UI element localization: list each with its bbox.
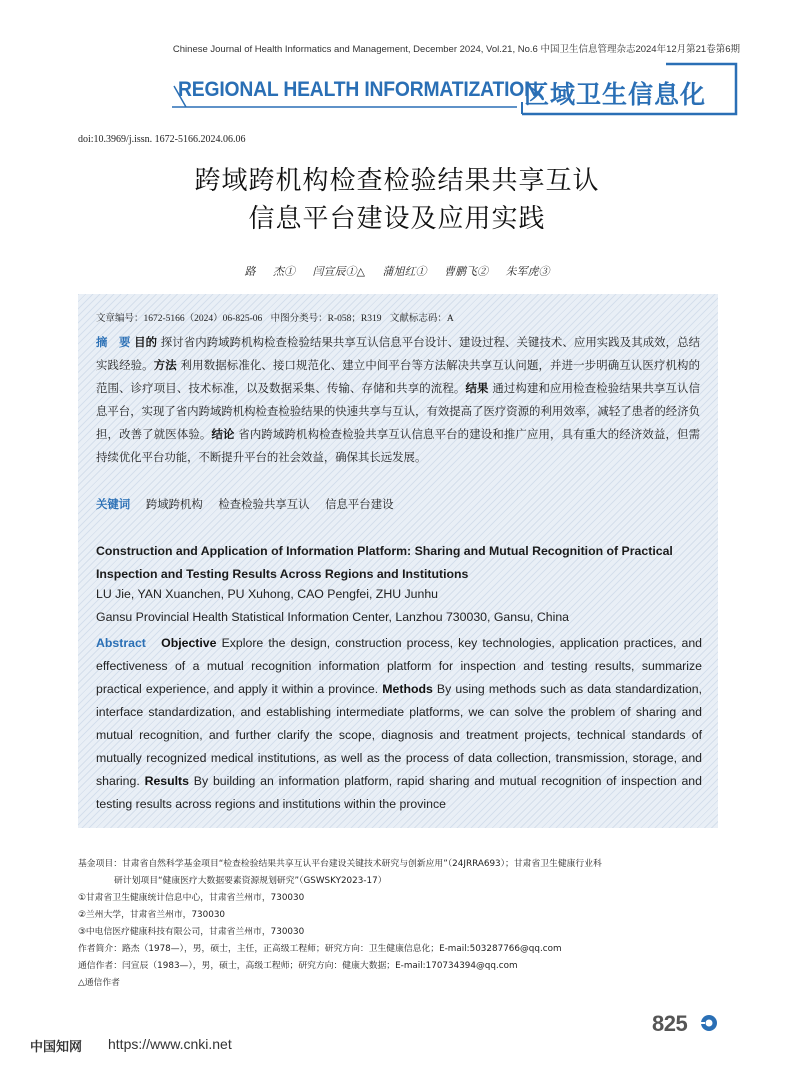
methods-en-label: Methods [382,682,433,696]
methods-cn-label: 方法 [153,358,177,372]
fund-line-2: 研计划项目“健康医疗大数据要素资源规划研究”（GSWSKY2023-17） [114,876,387,886]
article-no-label: 文章编号： [96,314,144,324]
results-en-label: Results [144,774,189,788]
results-en-text: By building an information platform, rapid sharing and mutual recognition of inspection and testing results across regions and institutions within the province [96,774,702,811]
title-cn-line-2: 信息平台建设及应用实践 [248,204,546,234]
keywords-chinese [96,496,393,512]
objective-en-text: Explore the design, construction process, key technologies, application practices, and effectiveness of a mutual recognition information platform for inspection and testing results, summarize practical experience, and apply it within a province. [96,636,703,696]
page-marker-icon [700,1014,718,1032]
corresponding-mark: △通信作者 [78,978,120,988]
doi: doi:10.3969/j.issn. 1672-5166.2024.06.06 [78,134,246,145]
clc-label: 中图分类号： [270,314,328,324]
page-number: 825 [652,1011,688,1036]
affiliation-1: ①甘肃省卫生健康统计信息中心，甘肃省兰州市，730030 [78,893,305,903]
affiliation-english: Gansu Provincial Health Statistical Information Center, Lanzhou 730030, Gansu, China [96,610,570,624]
authors-chinese: 路 杰① 闫宣辰①△ 蒲旭红① 曹鹏飞② 朱军虎③ [244,265,550,278]
article-meta [96,310,454,324]
article-title-chinese [60,162,734,238]
cnki-logo: 中国知网 [30,1040,83,1055]
keywords-cn-label: 关键词 [96,497,131,511]
keywords-cn-items: 跨域跨机构 检查检验共享互认 信息平台建设 [145,497,394,511]
author-intro: 作者简介：路杰（1978—），男，硕士，主任，正高级工程师；研究方向：卫生健康信息化；E-mail:503287766@qq.com [78,944,562,954]
affiliation-3: ③中电信医疗健康科技有限公司，甘肃省兰州市，730030 [78,927,305,937]
abstract-english [96,632,702,816]
journal-citation-line: Chinese Journal of Health Informatics and Management, December 2024, Vol.21, No.6 中国卫生信息管理杂志2024年12月第21卷第6期 [172,44,740,55]
title-cn-line-1: 跨域跨机构检查检验结果共享互认 [194,166,600,196]
corresponding-author: 通信作者：闫宣辰（1983—），男，硕士，高级工程师；研究方向：健康大数据；E-mail:170734394@qq.com [78,961,518,971]
cnki-url[interactable]: https://www.cnki.net [108,1036,232,1052]
article-no: 1672-5166（2024）06-825-06 [143,314,263,324]
results-cn-text: 通过构建和应用检查检验结果共享互认信息平台，实现了省内跨域跨机构检查检验结果的快速共享与互认，有效提高了医疗资源的利用效率，减轻了患者的经济负担，改善了就医体验。 [96,381,700,441]
conclusion-cn-label: 结论 [211,427,235,441]
doc-code: A [446,314,454,324]
footnotes [78,856,738,992]
affiliation-2: ②兰州大学，甘肃省兰州市，730030 [78,910,226,920]
article-title-english: Construction and Application of Information Platform: Sharing and Mutual Recognition of Practical Inspection and Testing Results Across Regions and Institutions [96,544,673,581]
fund-line-1: 基金项目：甘肃省自然科学基金项目“检查检验结果共享互认平台建设关键技术研究与创新应用”（24JRRA693）；甘肃省卫生健康行业科 [78,859,602,869]
abstract-chinese [96,331,700,469]
section-header-chinese: 区域卫生信息化 [524,80,707,109]
objective-en-label: Objective [161,636,217,650]
objective-cn-text: 探讨省内跨域跨机构检查检验结果共享互认信息平台设计、建设过程、关键技术、应用实践及其成效，总结实践经验。 [96,335,700,372]
objective-cn-label: 目的 [134,335,158,349]
abstract-cn-label: 摘 要 [96,335,131,349]
methods-en-text: By using methods such as data standardization, interface standardization, and establishing intermediate platforms, we can solve the problem of sharing and mutual recognition, and further clarify the scope, diagnosis and treatment projects, technical standards of mutually recognized medical institutions, as well as the process of data collection, transmission, storage, and sharing. [96,682,703,788]
authors-english: LU Jie, YAN Xuanchen, PU Xuhong, CAO Pengfei, ZHU Junhu [96,587,438,601]
doc-code-label: 文献标志码： [389,314,447,324]
methods-cn-text: 利用数据标准化、接口规范化、建立中间平台等方法解决共享互认问题，并进一步明确互认医疗机构的范围、诊疗项目、技术标准，以及数据采集、传输、存储和共享的流程。 [96,358,700,395]
conclusion-cn-text: 省内跨域跨机构检查检验共享互认信息平台的建设和推广应用，具有重大的经济效益，但需持续优化平台功能，不断提升平台的社会效益，确保其长远发展。 [96,427,700,464]
abstract-en-label: Abstract [96,636,146,650]
results-cn-label: 结果 [465,381,489,395]
section-header-english: REGIONAL HEALTH INFORMATIZATION [178,78,538,101]
clc-code: R-058；R319 [327,314,382,324]
